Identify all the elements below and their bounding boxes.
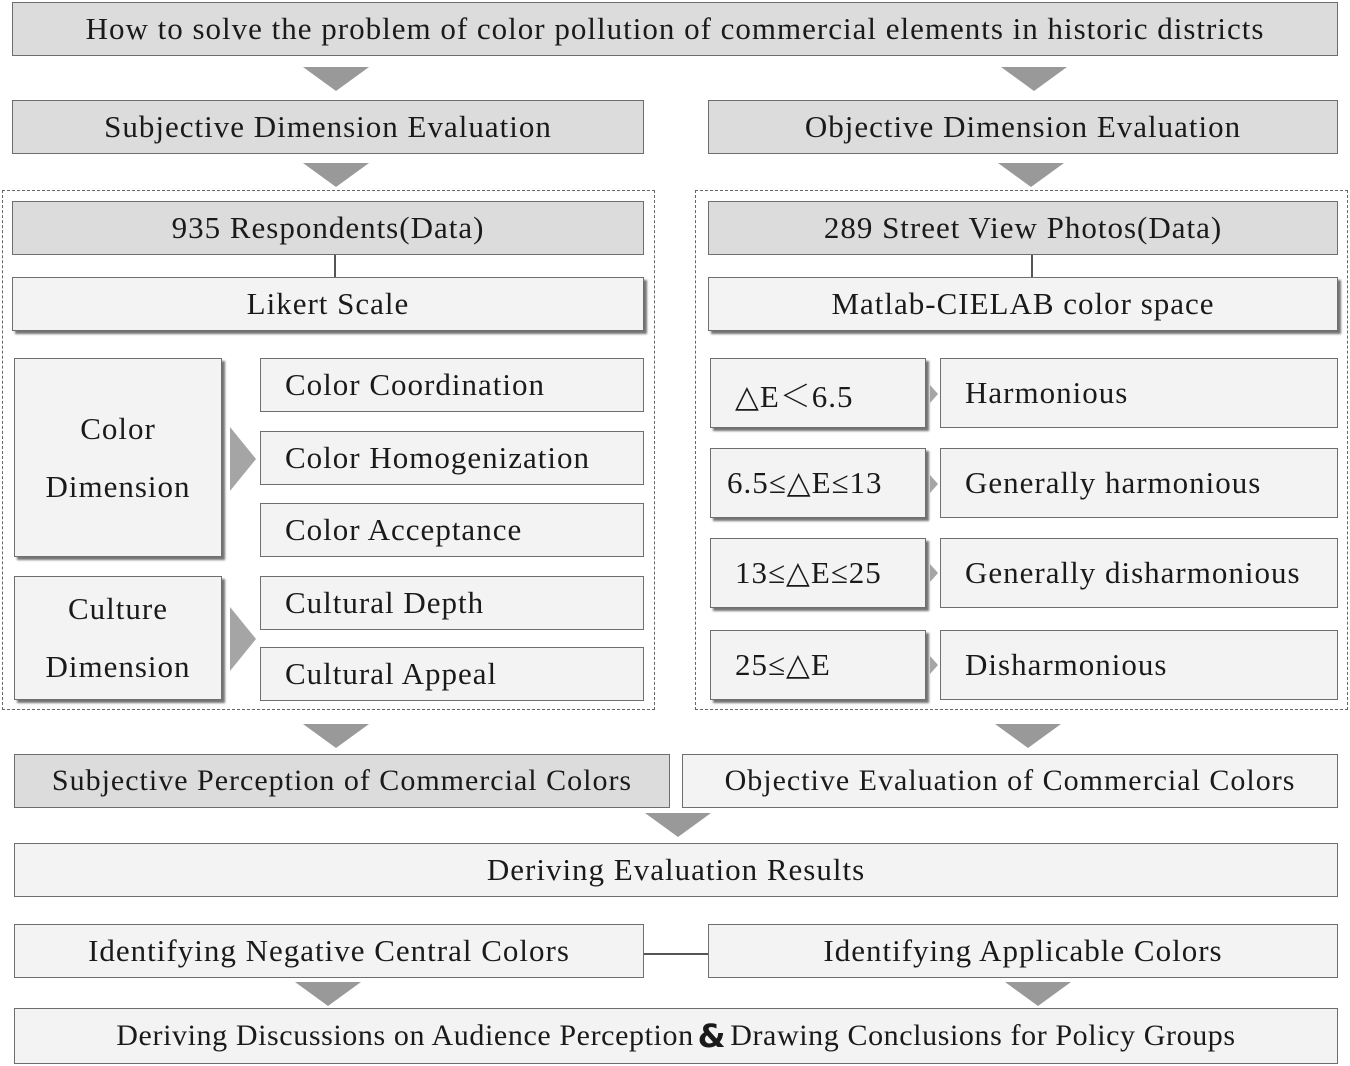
culture-dimension-line2: Dimension [45,649,191,684]
arrow-right-icon [930,656,938,674]
arrow-right-icon [230,607,256,671]
connector-line [1031,255,1033,277]
applicable-colors: Identifying Applicable Colors [823,933,1223,968]
threshold-range: 25≤△E [735,647,831,682]
street-view-data: 289 Street View Photos(Data) [823,210,1223,245]
title-box [12,2,1338,56]
color-coordination: Color Coordination [285,367,545,402]
subjective-result-box [14,754,670,808]
derive-results: Deriving Evaluation Results [486,852,866,887]
color-dimension-line1: Color [80,410,156,446]
color-acceptance-box [260,503,644,557]
cultural-depth: Cultural Depth [285,585,485,620]
negative-colors: Identifying Negative Central Colors [88,933,570,968]
likert-scale: Likert Scale [246,286,410,321]
color-coordination-box [260,358,644,412]
threshold-label: Generally disharmonious [965,555,1301,590]
cielab-box [708,277,1338,331]
arrow-right-icon [930,475,938,493]
arrow-down-icon [1005,982,1071,1006]
arrow-down-icon [645,813,711,837]
likert-scale-box [12,277,644,331]
respondents-data: 935 Respondents(Data) [171,210,485,245]
threshold-label-box [940,630,1338,700]
color-acceptance: Color Acceptance [285,512,523,547]
arrow-right-icon [230,427,256,491]
threshold-range: 13≤△E≤25 [735,555,882,590]
conclusion-part2: Drawing Conclusions for Policy Groups [730,1019,1236,1052]
title-text: How to solve the problem of color pollution of commercial elements in historic districts [85,11,1265,46]
cultural-appeal-box [260,647,644,701]
culture-dimension-line1: Culture [68,591,168,626]
arrow-right-icon [930,564,938,582]
threshold-range-box [710,630,926,700]
threshold-label: Disharmonious [965,647,1168,682]
subjective-result: Subjective Perception of Commercial Colors [51,764,633,797]
arrow-down-icon [1001,67,1067,91]
threshold-range: 6.5≤△E≤13 [727,465,883,500]
color-dimension-box [14,358,222,557]
conclusion-part1: Deriving Discussions on Audience Perception [116,1019,694,1052]
cultural-depth-box [260,576,644,630]
color-homogenization-box [260,431,644,485]
arrow-down-icon [995,724,1061,748]
threshold-label-box [940,358,1338,428]
threshold-range-box [710,448,926,518]
objective-heading: Objective Dimension Evaluation [804,109,1242,144]
threshold-label-box [940,538,1338,608]
ampersand: & [697,1017,727,1055]
threshold-range: △E＜6.5 [735,378,854,414]
subjective-heading: Subjective Dimension Evaluation [104,109,552,144]
conclusion-box [14,1008,1338,1064]
street-view-data-box [708,201,1338,255]
color-homogenization: Color Homogenization [285,440,590,475]
connector-line [644,953,708,955]
arrow-down-icon [998,163,1064,187]
objective-heading-box [708,100,1338,154]
threshold-label-box [940,448,1338,518]
culture-dimension-box [14,576,222,700]
objective-result-box [682,754,1338,808]
threshold-label: Generally harmonious [965,465,1262,500]
respondents-data-box [12,201,644,255]
arrow-down-icon [295,982,361,1006]
threshold-label: Harmonious [965,375,1129,410]
threshold-range-box [710,538,926,608]
negative-colors-box [14,924,644,978]
arrow-down-icon [303,67,369,91]
cultural-appeal: Cultural Appeal [285,656,498,691]
applicable-colors-box [708,924,1338,978]
color-dimension-line2: Dimension [45,468,191,504]
cielab-method: Matlab-CIELAB color space [831,286,1215,321]
arrow-right-icon [930,385,938,403]
arrow-down-icon [303,724,369,748]
connector-line [334,255,336,277]
arrow-down-icon [303,163,369,187]
derive-results-box [14,843,1338,897]
objective-result: Objective Evaluation of Commercial Colors [724,764,1296,797]
threshold-range-box [710,358,926,428]
subjective-heading-box [12,100,644,154]
